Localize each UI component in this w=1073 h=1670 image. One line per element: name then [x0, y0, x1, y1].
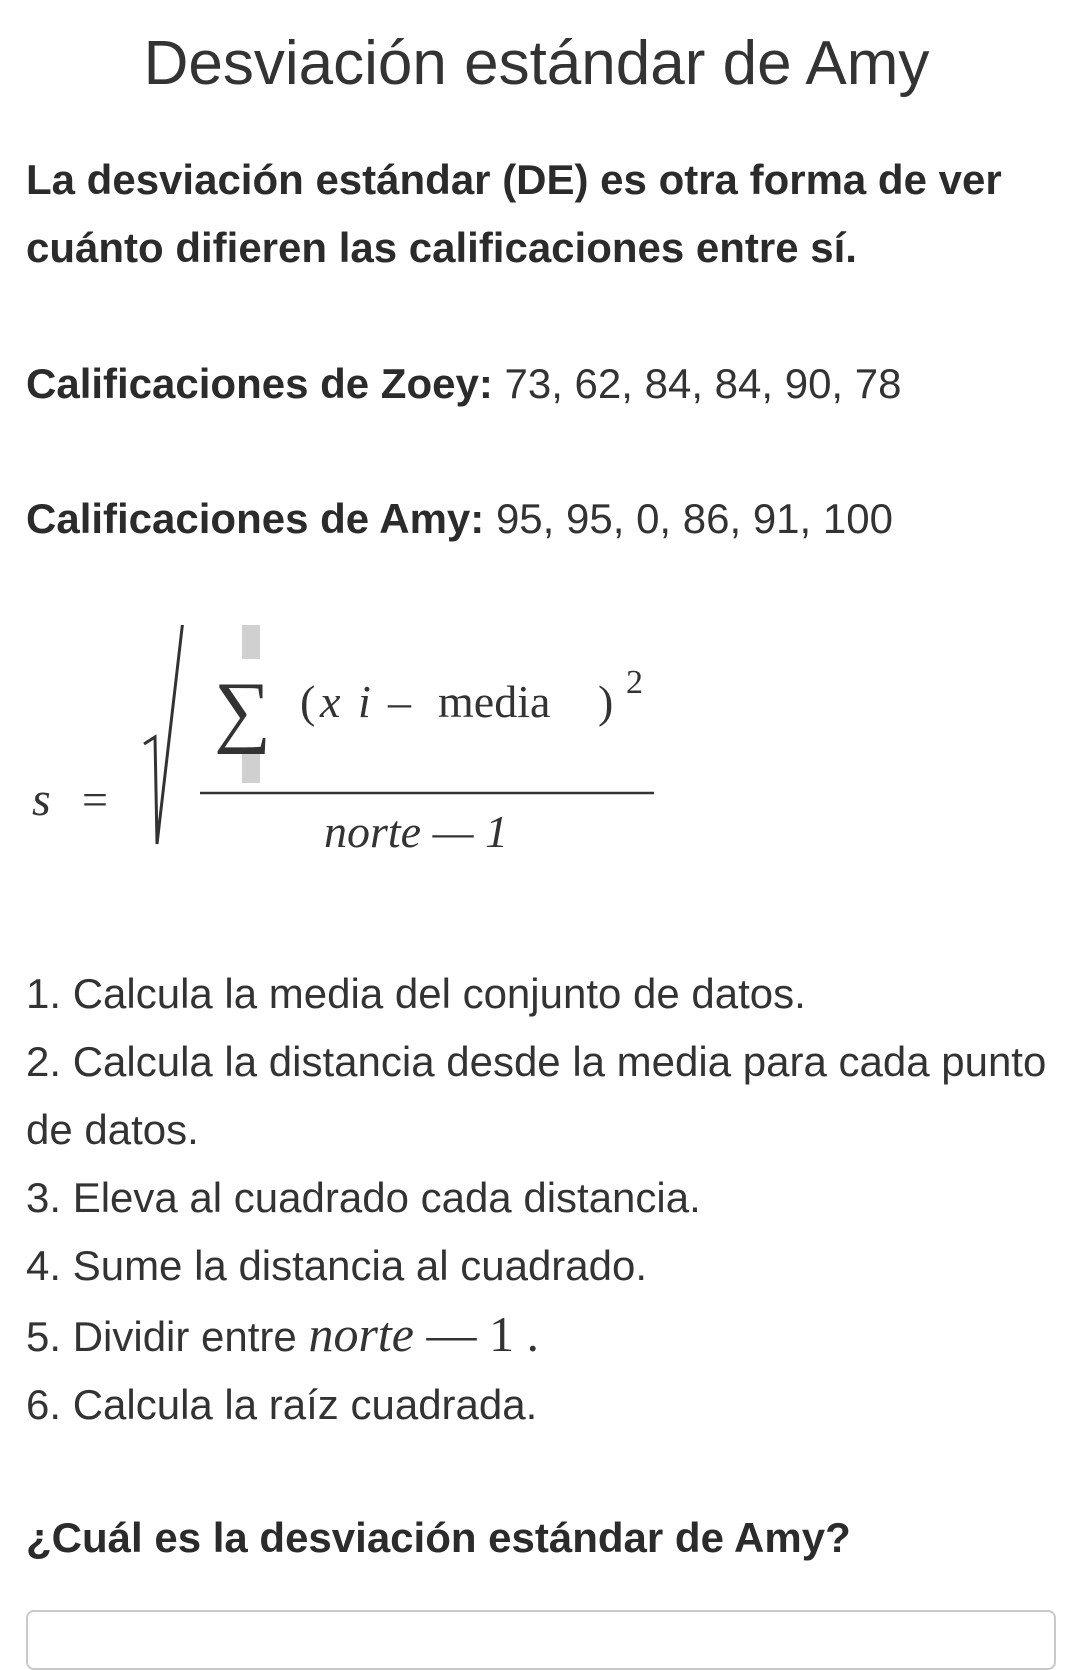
formula-close-paren: ) [598, 676, 614, 727]
formula-exponent: 2 [626, 664, 643, 701]
amy-scores-values: 95, 95, 0, 86, 91, 100 [495, 495, 893, 542]
step-5-var: norte [308, 1306, 414, 1362]
amy-scores [26, 491, 893, 547]
step-item [26, 1300, 1056, 1371]
formula-mean: media [438, 676, 551, 727]
answer-input[interactable] [26, 1610, 1056, 1670]
step-item: 2. Calcula la distancia desde la media para cada punto de datos. [26, 1038, 1047, 1153]
standard-deviation-formula [24, 625, 714, 885]
step-item: 1. Calcula la media del conjunto de datos. [26, 970, 806, 1017]
zoey-scores [26, 356, 902, 412]
formula-minus: – [388, 676, 411, 727]
zoey-scores-values: 73, 62, 84, 84, 90, 78 [504, 360, 902, 407]
sum-symbol: ∑ [214, 667, 272, 755]
step-5-math [308, 1306, 539, 1362]
formula-denominator: norte — 1 [324, 806, 508, 857]
step-5-text: 5. Dividir entre [26, 1313, 297, 1360]
step-5-end: . [513, 1306, 539, 1362]
amy-scores-label: Calificaciones de Amy: [26, 495, 485, 542]
formula-open-paren: ( [300, 676, 316, 727]
formula-equals: = [82, 774, 108, 825]
page-title: Desviación estándar de Amy [143, 29, 930, 98]
steps-list [26, 960, 1056, 1439]
step-item: 3. Eleva al cuadrado cada distancia. [26, 1174, 701, 1221]
formula-x: x [320, 676, 341, 727]
intro-text: La desviación estándar (DE) es otra forma de ver cuánto difieren las calificaciones entre sí. [26, 156, 1002, 271]
step-item: 4. Sume la distancia al cuadrado. [26, 1242, 648, 1289]
sum-upper-limit-placeholder [242, 625, 260, 659]
formula-i: i [358, 676, 371, 727]
zoey-scores-label: Calificaciones de Zoey: [26, 360, 493, 407]
step-item: 6. Calcula la raíz cuadrada. [26, 1381, 538, 1428]
question-text: ¿Cuál es la desviación estándar de Amy? [26, 1514, 851, 1561]
step-5-rest: — 1 [413, 1306, 514, 1362]
formula-lhs: s [32, 773, 51, 826]
